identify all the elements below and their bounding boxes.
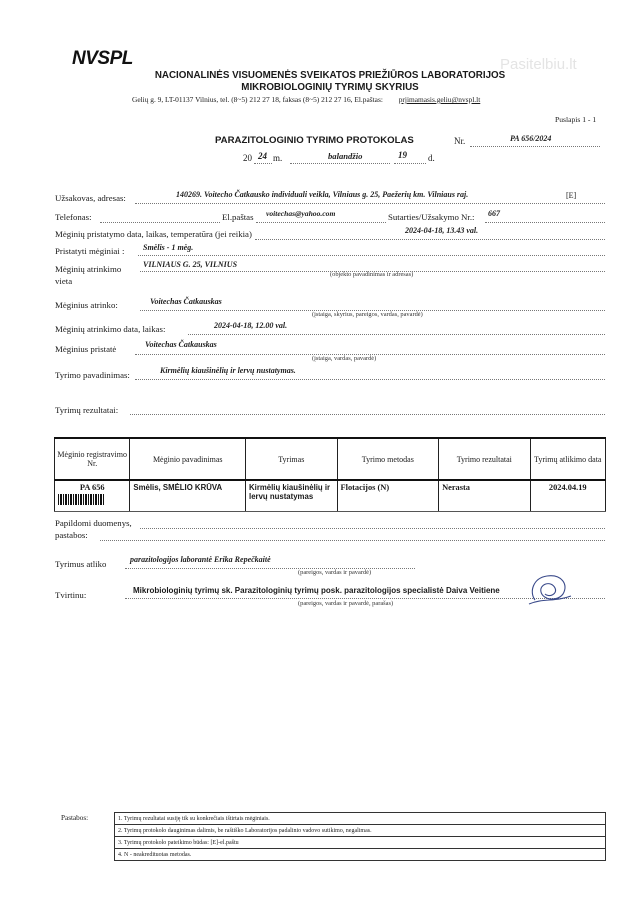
col-header-sample-name: Mėginio pavadinimas [130, 438, 246, 480]
col-header-date: Tyrimų atlikimo data [530, 438, 605, 480]
customer-email: voitechas@yahoo.com [266, 209, 336, 218]
col-header-result: Tyrimo rezultatai [439, 438, 530, 480]
note-item: 4. N - neakredituotas metodas. [115, 849, 606, 861]
cell-test: Kirmėlių kiaušinėlių ir lervų nustatymas [246, 480, 337, 512]
page-number: Puslapis 1 - 1 [555, 115, 597, 124]
barcode-icon [58, 494, 104, 505]
email-label: El.paštas [222, 212, 254, 222]
deliverer-label: Mėginius pristatė [55, 344, 117, 354]
contract-number: 667 [488, 209, 500, 218]
col-header-method: Tyrimo metodas [337, 438, 439, 480]
samples-label: Pristatyti mėginiai : [55, 246, 125, 256]
delivery-value: 2024-04-18, 13.43 val. [405, 226, 479, 235]
test-name-label: Tyrimo pavadinimas: [55, 370, 130, 380]
nvspl-logo: NVSPL [72, 48, 133, 69]
sampler-value: Voitechas Čatkauskas [150, 297, 222, 306]
table-row [55, 480, 606, 512]
address-text: Gelių g. 9, LT-01137 Vilnius, tel. (8~5) 212 27 18, faksas (8~5) 212 27 16, El.paštas: [132, 95, 383, 104]
notes-label: Pastabos: [61, 813, 89, 822]
date-day-suffix: d. [428, 153, 435, 163]
location-hint: (objekto pavadinimas ir adresas) [330, 271, 414, 278]
col-header-test: Tyrimas [246, 438, 337, 480]
sampler-hint: (įstaiga, skyrius, pareigos, vardas, pavardė) [312, 311, 423, 318]
date-day: 19 [398, 150, 407, 160]
note-item: 2. Tyrimų protokolo dauginimas dalimis, be raštiško Laboratorijos padalinio vadovo sutikimo, negalimas. [115, 825, 606, 837]
date-year-prefix: 20 [243, 153, 252, 163]
approved-hint: (pareigos, vardas ir pavardė, parašas) [298, 600, 394, 607]
customer-value: 140269. Voitecho Čatkausko individuali veikla, Vilniaus g. 25, Paežerių km. Vilniaus raj. [176, 190, 469, 199]
department-title: MIKROBIOLOGINIŲ TYRIMŲ SKYRIUS [241, 82, 419, 93]
cell-method: Flotacijos (N) [337, 480, 439, 512]
sampled-date-label: Mėginių atrinkimo data, laikas: [55, 324, 166, 334]
results-header-row [55, 438, 606, 480]
watermark-text: Pasitelbiu.lt [500, 56, 577, 73]
lab-address [132, 95, 480, 104]
sampled-date-value: 2024-04-18, 12.00 val. [214, 321, 288, 330]
cell-result: Nerasta [439, 480, 530, 512]
performed-value: parazitologijos laborantė Erika Repečkaitė [130, 555, 271, 564]
phone-label: Telefonas: [55, 212, 92, 222]
delivery-label: Mėginių pristatymo data, laikas, temperatūra (jei reikia) [55, 229, 252, 239]
contract-label: Sutarties/Užsakymo Nr.: [388, 212, 475, 222]
signature-icon [525, 570, 573, 610]
location-value: VILNIAUS G. 25, VILNIUS [143, 260, 238, 269]
col-header-registration: Mėginio registravimo Nr. [55, 438, 130, 480]
notes-table [58, 812, 606, 861]
performed-hint: (pareigos, vardas ir pavardė) [298, 569, 372, 576]
approved-label: Tvirtinu: [55, 590, 87, 600]
extra-data-label: Papildomi duomenys, [55, 518, 132, 528]
note-item: 1. Tyrimų rezultatai susiję tik su konkrečiais ištirtais mėginiais. [115, 813, 606, 825]
extra-data-label-2: pastabos: [55, 530, 88, 540]
cell-registration [55, 480, 130, 512]
cell-date: 2024.04.19 [530, 480, 605, 512]
deliverer-value: Voitechas Čatkauskas [145, 340, 217, 349]
approved-value: Mikrobiologinių tyrimų sk. Parazitologinių tyrimų posk. parazitologijos specialistė Daiva Veitiene [133, 586, 500, 595]
test-results-label: Tyrimų rezultatai: [55, 405, 119, 415]
test-name-value: Kirmėlių kiaušinėlių ir lervų nustatymas. [160, 366, 296, 375]
location-label-2: vieta [55, 276, 73, 286]
location-label: Mėginių atrinkimo [55, 264, 122, 274]
date-month: balandžio [328, 151, 363, 161]
customer-tag: [E] [566, 191, 577, 200]
lab-email-link[interactable]: prjimamasis.geliu@nvspl.lt [398, 95, 481, 104]
protocol-title: PARAZITOLOGINIO TYRIMO PROTOKOLAS [215, 135, 414, 146]
date-year: 24 [258, 151, 267, 161]
performed-label: Tyrimus atliko [55, 559, 107, 569]
results-table [54, 437, 606, 512]
customer-label: Užsakovas, adresas: [55, 193, 126, 203]
protocol-nr-label: Nr. [454, 136, 466, 146]
protocol-number: PA 656/2024 [510, 134, 552, 143]
registration-number: PA 656 [79, 483, 105, 492]
note-item: 3. Tyrimų protokolo pateikimo būdas: [E]-el.paštu [115, 837, 606, 849]
deliverer-hint: (įstaiga, vardas, pavardė) [312, 355, 377, 362]
date-year-suffix: m. [273, 153, 283, 163]
sampler-label: Mėginius atrinko: [55, 300, 118, 310]
cell-sample-name: Smėlis, SMĖLIO KRŪVA [130, 480, 246, 512]
lab-title: NACIONALINĖS VISUOMENĖS SVEIKATOS PRIEŽIŪROS LABORATORIJOS [154, 70, 506, 81]
samples-value: Smėlis - 1 mėg. [143, 243, 194, 252]
